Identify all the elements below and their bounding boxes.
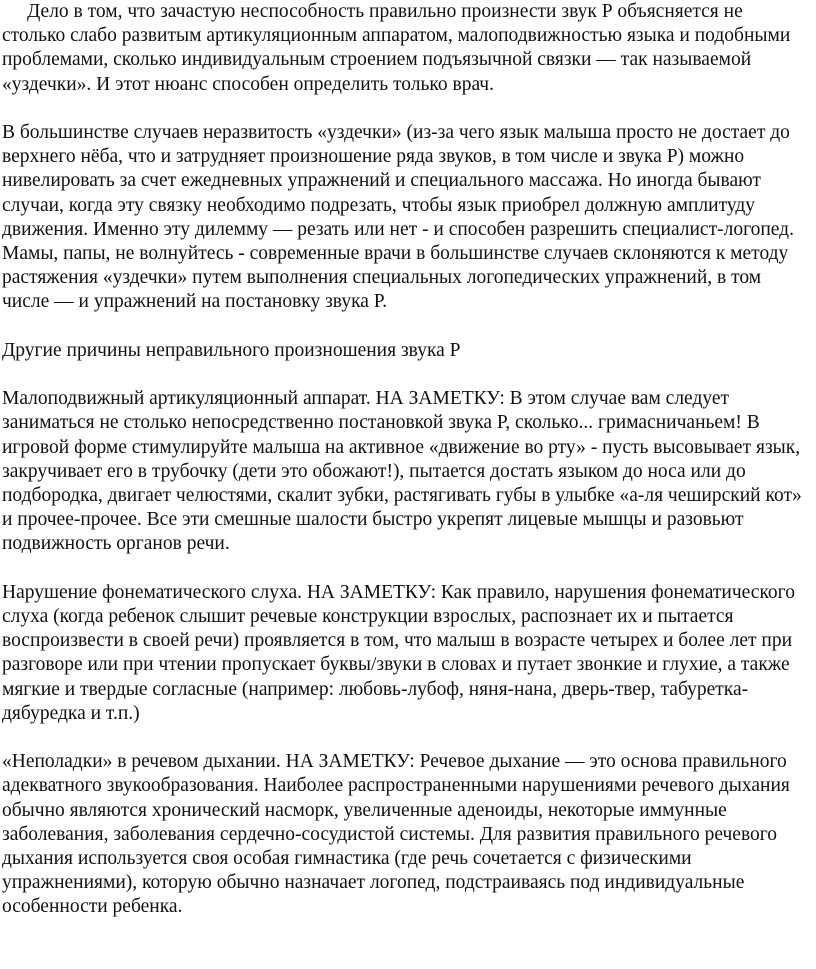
section-heading: Другие причины неправильного произношения звука Р	[2, 339, 461, 361]
paragraph-phonemic-hearing: Нарушение фонематического слуха. НА ЗАМЕТКУ: Как правило, нарушения фонематического слуха (когда ребенок слышит речевые конструкции взрослых, распознает их и пытается воспроизвести в своей речи) проявляется в том, что малыш в возрасте четырех и более лет при разговоре или при чтении пропускает буквы/звуки в словах и путает звонкие и глухие, а также мягкие и твердые согласные (например: любовь-лубоф, няня-нана, дверь-твер, табуретка-дябуредка и т.п.)	[2, 581, 795, 724]
paragraph-intro: Дело в том, что зачастую неспособность правильно произнести звук Р объясняется не столько слабо развитым артикуляционным аппаратом, малоподвижностью языка и подобными проблемами, сколько индивидуальным строением подъязычной связки — так называемой «уздечки». И этот нюанс способен определить только врач.	[2, 1, 791, 95]
paragraph-frenulum: В большинстве случаев неразвитость «уздечки» (из-за чего язык малыша просто не достает до верхнего нёба, что и затрудняет произношение ряда звуков, в том числе и звука Р) можно нивелировать за счет ежедневных упражнений и специального массажа. Но иногда бывают случаи, когда эту связку необходимо подрезать, чтобы язык приобрел должную амплитуду движения. Именно эту дилемму — резать или нет - и способен разрешить специалист-логопед. Мамы, папы, не волнуйтесь - современные врачи в большинстве случаев склоняются к методу растяжения «уздечки» путем выполнения специальных логопедических упражнений, в том числе — и упражнений на постановку звука Р.	[2, 122, 794, 313]
paragraph-speech-breathing: «Неполадки» в речевом дыхании. НА ЗАМЕТКУ: Речевое дыхание — это основа правильного адекватного звукообразования. Наиболее распространенными нарушениями речевого дыхания обычно являются хронический насморк, увеличенные аденоиды, некоторые иммунные заболевания, заболевания сердечно-сосудистой системы. Для развития правильного речевого дыхания используется своя особая гимнастика (где речь сочетается с физическими упражнениями), которую обычно назначает логопед, подстраиваясь под индивидуальные особенности ребенка.	[2, 751, 790, 918]
paragraph-articulation: Малоподвижный артикуляционный аппарат. НА ЗАМЕТКУ: В этом случае вам следует заниматься не столько непосредственно постановкой звука Р, сколько... гримасничаньем! В игровой форме стимулируйте малыша на активное «движение во рту» - пусть высовывает язык, закручивает его в трубочку (дети это обожают!), пытается достать языком до носа или до подбородка, двигает челюстями, скалит зубки, растягивать губы в улыбке «а-ля чеширский кот» и прочее-прочее. Все эти смешные шалости быстро укрепят лицевые мышцы и разовьют подвижность органов речи.	[2, 388, 802, 555]
